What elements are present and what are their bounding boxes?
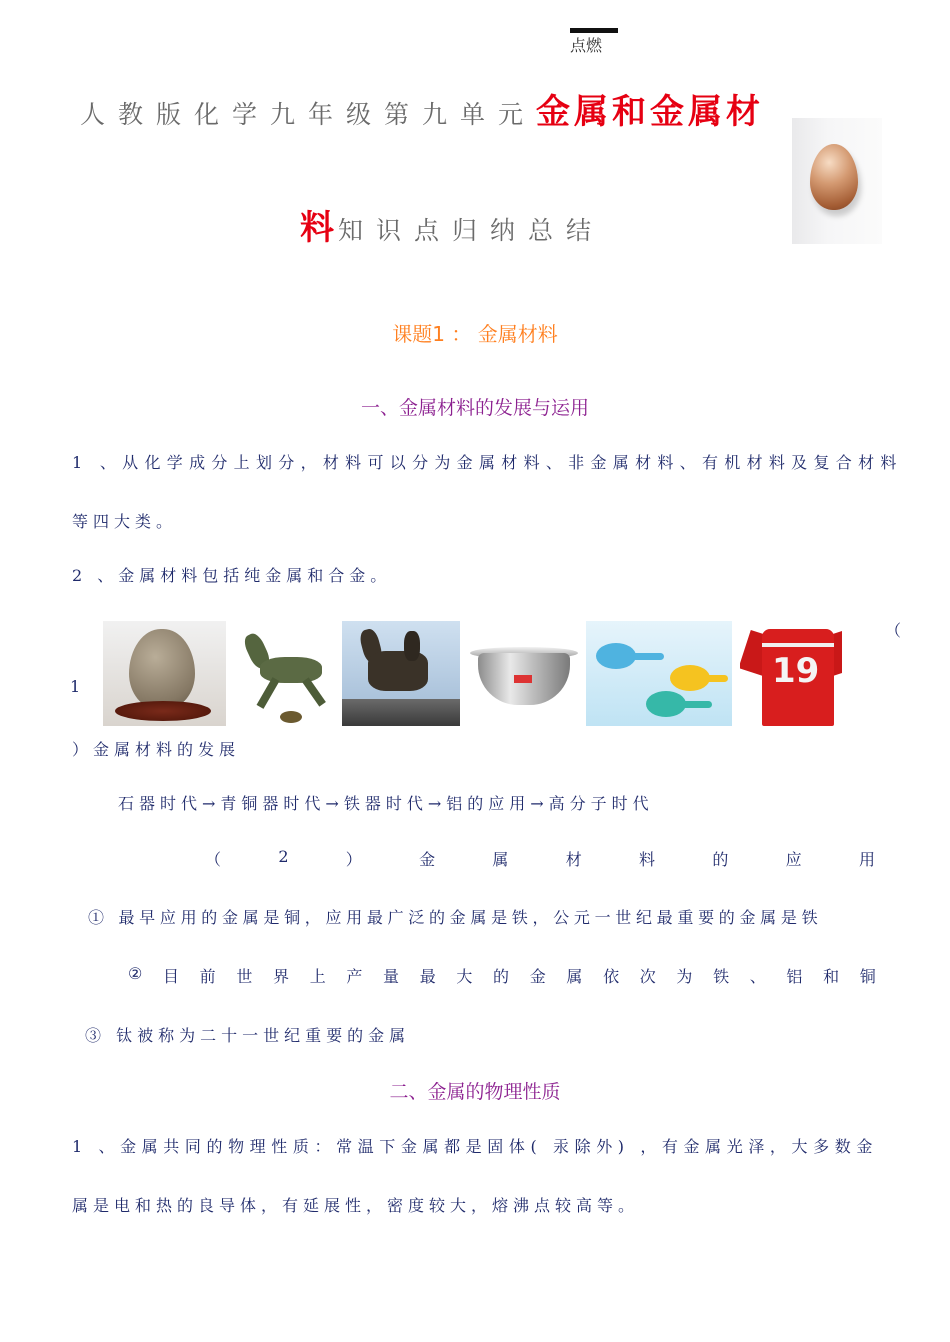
- ladle-handle: [632, 653, 664, 660]
- char: ②: [128, 964, 143, 983]
- sports-jersey-image: [740, 621, 842, 726]
- char: 前: [199, 967, 216, 986]
- list-item-1: ① 最早应用的金属是铜，应用最广泛的金属是铁，公元一世纪最重要的金属是铁: [88, 908, 823, 927]
- stone-tool-image: [103, 621, 226, 726]
- statue-horse: [368, 651, 428, 691]
- char: 大: [456, 967, 473, 986]
- char: ）: [345, 850, 362, 869]
- char: （: [205, 850, 222, 869]
- char: 金: [419, 850, 436, 869]
- ladle-blue: [596, 643, 636, 669]
- char: 金: [529, 967, 546, 986]
- char: 世: [236, 967, 253, 986]
- lesson-title: 课题1 ： 金属材料: [392, 322, 558, 346]
- horse-leg: [257, 677, 280, 709]
- stone-stand: [115, 701, 211, 721]
- ladle-handle: [682, 701, 712, 708]
- development-timeline: 石器时代→青铜器时代→铁器时代→铝的应用→高分子时代: [118, 794, 654, 813]
- paragraph-2: 2 、金属材料包括纯金属和合金。: [72, 566, 392, 585]
- char: 产: [346, 967, 363, 986]
- char: 应: [785, 850, 802, 869]
- horse-leg: [302, 677, 326, 706]
- document-title-line2: [300, 200, 604, 249]
- char: 属: [566, 967, 583, 986]
- subsection-1-title: ）金属材料的发展: [72, 740, 241, 759]
- egg-shape: [810, 144, 858, 210]
- ladle-handle: [706, 675, 728, 682]
- subsection-open-paren: （: [885, 621, 907, 640]
- char: 、: [749, 967, 766, 986]
- char: 的: [493, 967, 510, 986]
- char: 铜: [859, 967, 876, 986]
- statue-base: [342, 699, 460, 726]
- aluminum-pot-image: [462, 621, 584, 726]
- title-red-part-2: 料: [300, 208, 338, 248]
- section-heading-2: 二、金属的物理性质: [389, 1081, 561, 1103]
- char: 界: [273, 967, 290, 986]
- section-2-paragraph-line-1: 1 、金属共同的物理性质：常温下金属都是固体( 汞除外) ，有金属光泽，大多数金: [72, 1137, 878, 1156]
- subsection-2-title: [205, 847, 875, 870]
- title-red-part: 金属和金属材: [536, 92, 765, 132]
- ladle-teal: [646, 691, 686, 717]
- paragraph-1-line-1: 1 、从化学成分上划分，材料可以分为金属材料、非金属材料、有机材料及复合材料: [72, 453, 903, 472]
- statue-rider: [404, 631, 420, 661]
- char: 料: [639, 850, 656, 869]
- subsection-number: 1: [70, 677, 86, 696]
- paragraph-1-line-2: 等四大类。: [72, 512, 178, 531]
- char: 最: [419, 967, 436, 986]
- iron-statue-image: [342, 621, 460, 726]
- char: 为: [676, 967, 693, 986]
- plastic-ladles-image: [586, 621, 732, 726]
- char: 铁: [713, 967, 730, 986]
- char: 材: [565, 850, 582, 869]
- list-item-3: ③ 钛被称为二十一世纪重要的金属: [85, 1026, 411, 1045]
- char: 用: [858, 850, 875, 869]
- char: 依: [603, 967, 620, 986]
- char: 上: [309, 967, 326, 986]
- jersey-stripe: [762, 643, 834, 647]
- char: 铝: [786, 967, 803, 986]
- horse-bird: [280, 711, 302, 723]
- egg-image: [792, 118, 882, 244]
- char: 的: [712, 850, 729, 869]
- char: 目: [163, 967, 180, 986]
- char: 2: [278, 847, 289, 866]
- jersey-number: 19: [772, 651, 820, 691]
- stone-shape: [129, 629, 195, 709]
- section-2-paragraph-line-2: 属是电和热的良导体，有延展性，密度较大，熔沸点较高等。: [72, 1196, 640, 1215]
- horse-body: [260, 657, 322, 683]
- corner-mark: 点燃: [570, 36, 603, 55]
- char: 量: [383, 967, 400, 986]
- document-title-line1: [80, 84, 764, 133]
- section-heading-1: 一、金属材料的发展与运用: [360, 397, 589, 419]
- char: 次: [639, 967, 656, 986]
- pot-label: [514, 675, 532, 683]
- bronze-horse-image: [228, 621, 340, 726]
- char: 属: [492, 850, 509, 869]
- title-plain-part: 人教版化学九年级第九单元: [80, 100, 537, 129]
- list-item-2: [128, 964, 876, 987]
- ladle-yellow: [670, 665, 710, 691]
- title-plain-part-2: 知识点归纳总结: [338, 216, 605, 245]
- char: 和: [823, 967, 840, 986]
